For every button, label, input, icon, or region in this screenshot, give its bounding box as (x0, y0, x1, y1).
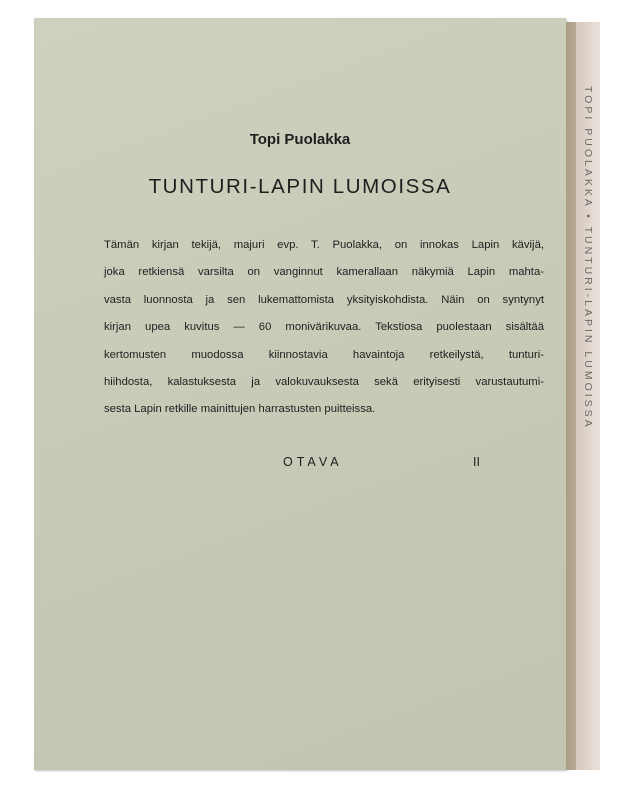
volume-number: II (473, 455, 480, 469)
description-line: kertomusten muodossa kiinnostavia havaintoja retkeilystä, tunturi- (104, 348, 544, 361)
description-line: kirjan upea kuvitus — 60 monivärikuvaa. Tekstiosa puolestaan sisältää (104, 321, 544, 334)
spine-text: TOPI PUOLAKKA • TUNTURI-LAPIN LUMOISSA (582, 86, 594, 430)
description-line: Tämän kirjan tekijä, majuri evp. T. Puolakka, on innokas Lapin kävijä, (104, 239, 544, 251)
spine-edge (566, 22, 576, 770)
description-line: sesta Lapin retkille mainittujen harrastusten puitteissa. (104, 403, 376, 416)
description (104, 232, 544, 424)
book-title: TUNTURI-LAPIN LUMOISSA (148, 175, 452, 198)
author-name: Topi Puolakka (249, 131, 351, 148)
book-back-cover (34, 18, 566, 770)
description-line: vasta luonnosta ja sen lukemattomista yksityiskohdista. Näin on syntynyt (104, 293, 544, 306)
description-line: joka retkiensä varsilta on vanginnut kamerallaan näkymiä Lapin mahta- (104, 266, 544, 279)
description-line: hiihdosta, kalastuksesta ja valokuvauksesta sekä erityisesti varustautumi- (104, 375, 544, 388)
publisher-name: OTAVA (283, 455, 343, 469)
